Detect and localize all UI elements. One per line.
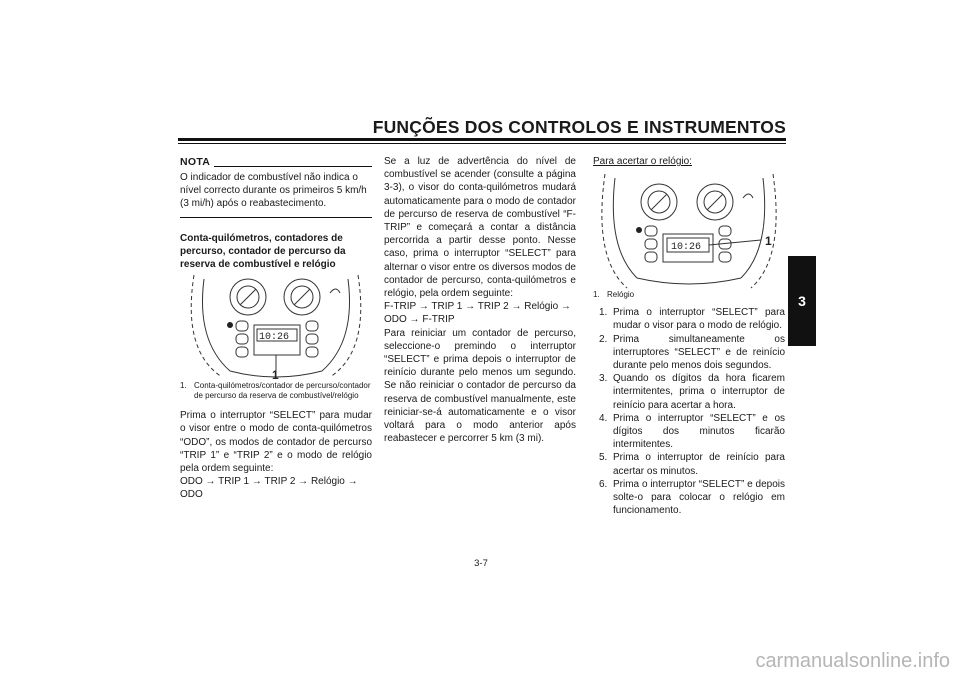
step-text: Prima o interruptor de reinício para acertar os minutos. <box>613 452 785 477</box>
clock-figure <box>593 168 785 290</box>
note-rule <box>214 166 372 167</box>
site-watermark[interactable]: carmanualsonline.info <box>755 650 950 672</box>
chapter-tab[interactable]: 3 <box>788 256 816 346</box>
note-label: NOTA <box>180 155 211 168</box>
list-item <box>593 478 785 518</box>
middle-column <box>384 155 576 445</box>
caption-text: Conta-quilómetros/contador de percurso/contador de percurso da reserva de combustível/relógio <box>194 381 371 401</box>
page-header-title: FUNÇÕES DOS CONTROLOS E INSTRUMENTOS <box>372 117 786 137</box>
mode-paragraph: Prima o interruptor “SELECT” para mudar o visor entre o modo de conta-quilómetros “ODO”, os modos de contador de percurso “TRIP 1” e “TRIP 2” e o modo de relógio pela ordem seguinte: <box>180 410 372 475</box>
list-item <box>593 451 785 477</box>
step-number: 5. <box>599 452 608 464</box>
clock-figure-caption <box>593 290 785 300</box>
list-item <box>593 372 785 412</box>
note-end-rule <box>180 217 372 218</box>
step-text: Prima o interruptor “SELECT” e depois solte-o para colocar o relógio em funcionamento. <box>613 478 785 517</box>
step-number: 3. <box>599 373 608 385</box>
step-number: 2. <box>599 333 608 345</box>
header-rule-thin <box>178 143 786 144</box>
section-heading: Conta-quilómetros, contadores de percurso, contador de percurso da reserva de combustível e relógio <box>180 232 346 271</box>
clock-figure-callout: 1 <box>765 234 772 249</box>
step-number: 6. <box>599 478 608 490</box>
step-text: Prima o interruptor “SELECT” e os dígitos dos minutos ficarão intermitentes. <box>613 412 785 451</box>
list-item <box>593 333 785 373</box>
step-number: 1. <box>599 307 608 319</box>
mode-sequence: ODO → TRIP 1 → TRIP 2 → Relógio → ODO <box>180 476 358 501</box>
header-rule <box>178 138 786 141</box>
page-number: 3-7 <box>474 558 488 569</box>
step-number: 4. <box>599 412 608 424</box>
step-text: Prima o interruptor “SELECT” para mudar o visor para o modo de relógio. <box>613 307 785 332</box>
note-text: O indicador de combustível não indica o nível correcto durante os primeiros 5 km/h (3 mi/h) após o reabastecimento. <box>180 172 367 210</box>
left-column <box>180 155 372 502</box>
clock-steps <box>593 306 785 517</box>
list-item <box>593 412 785 452</box>
fuel-trip-sequence: F-TRIP → TRIP 1 → TRIP 2 → Relógio → ODO → F-TRIP <box>384 301 571 326</box>
step-text: Prima simultaneamente os interruptores “SELECT” e de reinício durante pelo menos dois segundos. <box>613 333 785 372</box>
fuel-trip-paragraph: Se a luz de advertência do nível de combustível se acender (consulte a página 3-3), o visor do conta-quilómetros mudará automaticamente para o modo de contador de percurso de reserva de combustível “F-TRIP” e começará a contar a distância percorrida a partir desse ponto. Nesse caso, prima o interruptor “SELECT” para alternar o visor entre os diversos modos de contador de percurso, conta-quilómetros e relógio, pela ordem seguinte: <box>384 156 576 300</box>
instrument-panel-figure <box>180 271 372 381</box>
display-clock: 10:26 <box>259 332 290 344</box>
figure-callout: 1 <box>272 368 279 382</box>
caption-text: Relógio <box>607 290 635 300</box>
right-column <box>593 155 785 517</box>
clock-display: 10:26 <box>671 242 702 254</box>
note-header <box>180 155 372 169</box>
figure-caption <box>180 381 372 401</box>
reset-paragraph: Para reiniciar um contador de percurso, seleccione-o premindo o interruptor “SELECT” e prima depois o interruptor de reinício durante pelo menos um segundo. Se não reiniciar o contador de percurso da reserva de combustível manualmente, este reiniciar-se-á automaticamente e o visor voltará para o modo anterior após reabastecer e percorrer 5 km (3 mi). <box>384 327 576 445</box>
list-item <box>593 306 785 332</box>
clock-subheading: Para acertar o relógio: <box>593 156 692 167</box>
step-text: Quando os dígitos da hora ficarem intermitentes, prima o interruptor de reinício para acertar a hora. <box>613 373 785 411</box>
caption-number: 1. <box>180 381 187 391</box>
caption-number: 1. <box>593 290 600 300</box>
